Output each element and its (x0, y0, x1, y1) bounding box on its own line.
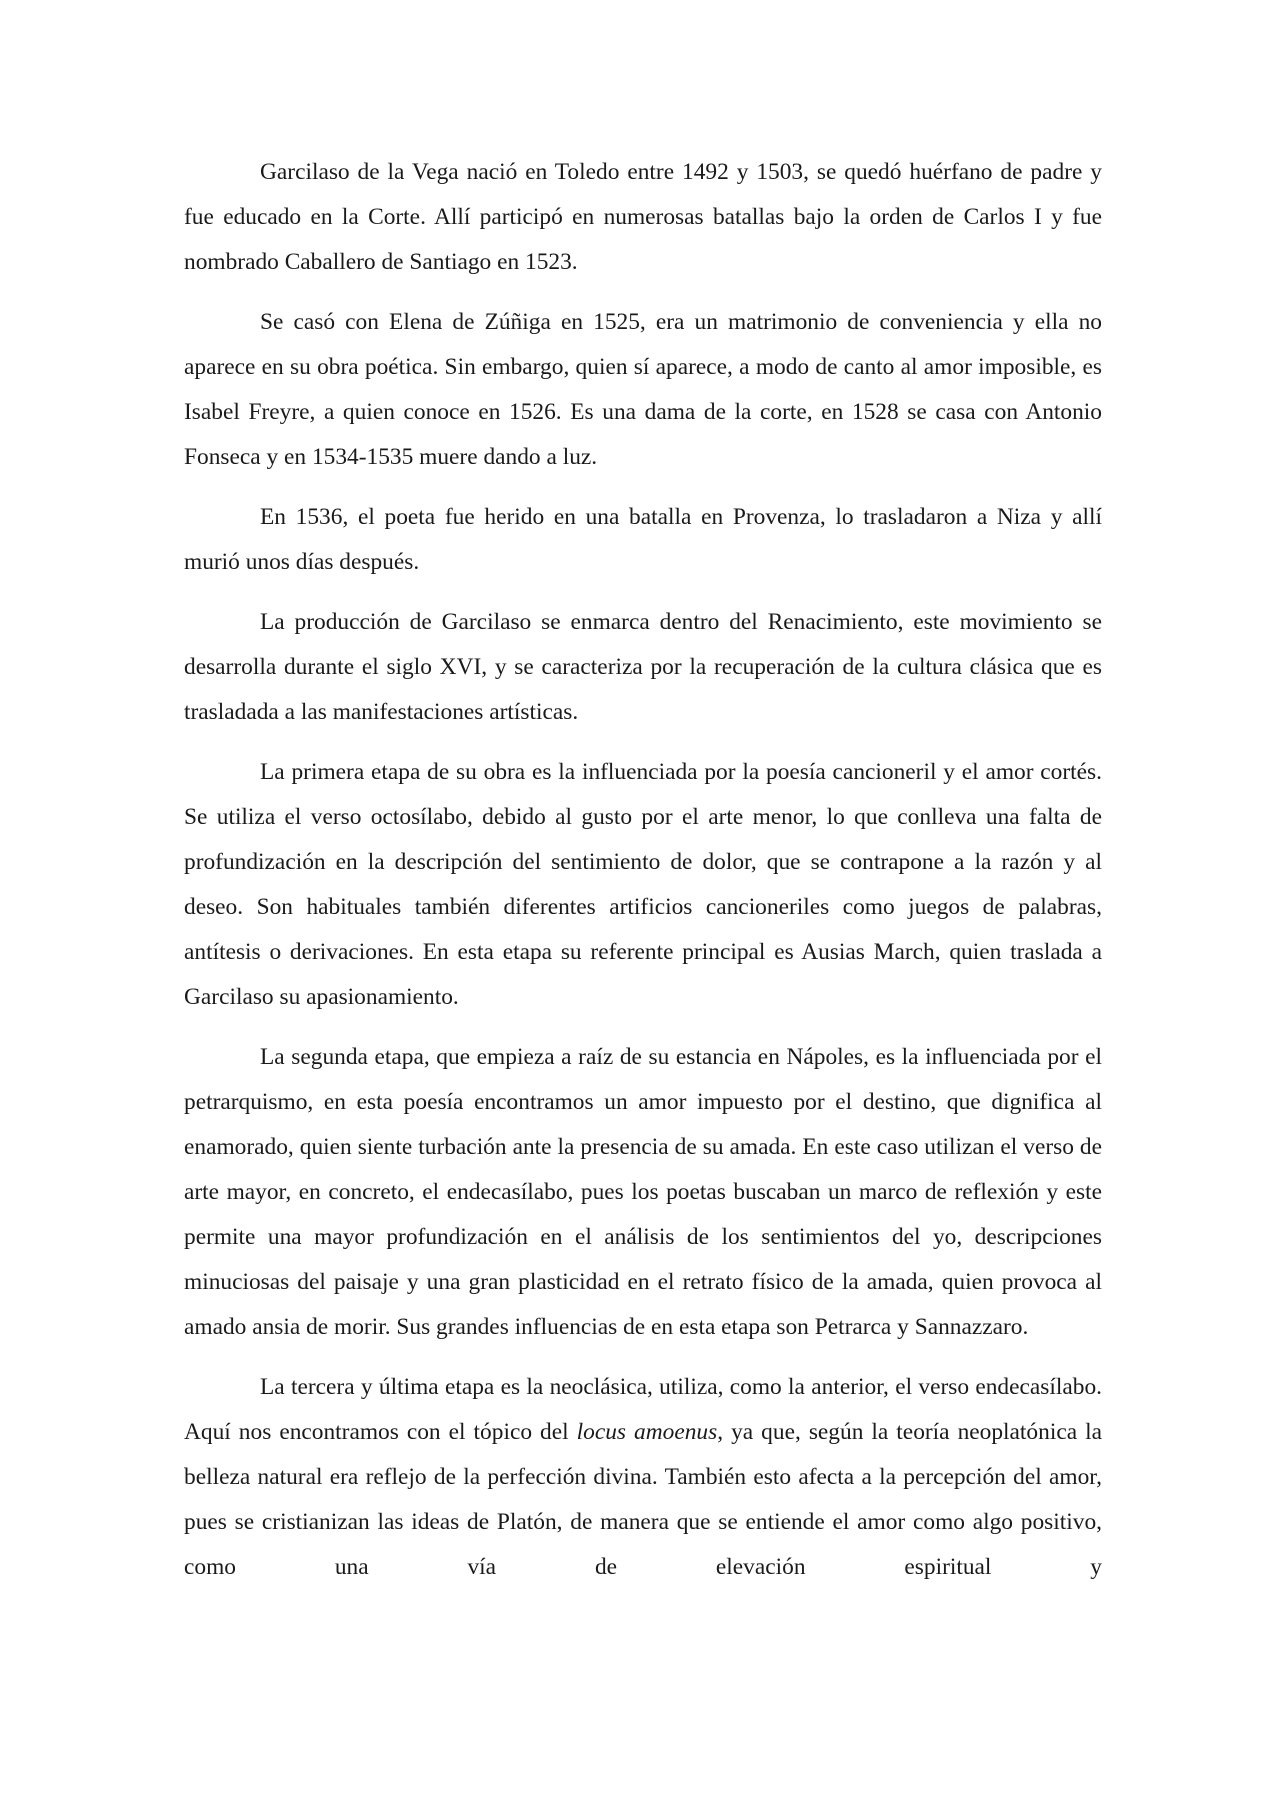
paragraph-renaissance-context: La producción de Garcilaso se enmarca dentro del Renacimiento, este movimiento se desarrolla durante el siglo XVI, y se caracteriza por la recuperación de la cultura clásica que es trasladada a las manifestaciones artísticas. (184, 609, 1102, 725)
third-stage-text-end: , ya que, según la teoría neoplatónica la belleza natural era reflejo de la perfección divina. También esto afecta a la percepción del amor, pues se cristianizan las ideas de Platón, de manera que se entiende el amor como algo positivo, como una vía de elevación espiritual y (184, 1419, 1102, 1580)
paragraph-biography-marriage: Se casó con Elena de Zúñiga en 1525, era un matrimonio de conveniencia y ella no aparece en su obra poética. Sin embargo, quien sí aparece, a modo de canto al amor imposible, es Isabel Freyre, a quien conoce en 1526. Es una dama de la corte, en 1528 se casa con Antonio Fonseca y en 1534-1535 muere dando a luz. (184, 309, 1102, 470)
paragraph-biography-birth: Garcilaso de la Vega nació en Toledo entre 1492 y 1503, se quedó huérfano de padre y fue educado en la Corte. Allí participó en numerosas batallas bajo la orden de Carlos I y fue nombrado Caballero de Santiago en 1523. (184, 159, 1102, 275)
paragraph-first-stage: La primera etapa de su obra es la influenciada por la poesía cancioneril y el amor cortés. Se utiliza el verso octosílabo, debido al gusto por el arte menor, lo que conlleva una falta de profundización en la descripción del sentimiento de dolor, que se contrapone a la razón y al deseo. Son habituales también diferentes artificios cancioneriles como juegos de palabras, antítesis o derivaciones. En esta etapa su referente principal es Ausias March, quien traslada a Garcilaso su apasionamiento. (184, 759, 1102, 1010)
document-body (184, 150, 1102, 1590)
paragraph-biography-death: En 1536, el poeta fue herido en una batalla en Provenza, lo trasladaron a Niza y allí murió unos días después. (184, 504, 1102, 575)
paragraph-third-stage (184, 1365, 1102, 1590)
locus-amoenus-term: locus amoenus (576, 1419, 718, 1445)
third-stage-text-start: La tercera y última etapa es la neoclásica, utiliza, como la anterior, el verso endecasílabo. Aquí nos encontramos con el tópico del (184, 1374, 1102, 1445)
paragraph-second-stage: La segunda etapa, que empieza a raíz de su estancia en Nápoles, es la influenciada por el petrarquismo, en esta poesía encontramos un amor impuesto por el destino, que dignifica al enamorado, quien siente turbación ante la presencia de su amada. En este caso utilizan el verso de arte mayor, en concreto, el endecasílabo, pues los poetas buscaban un marco de reflexión y este permite una mayor profundización en el análisis de los sentimientos del yo, descripciones minuciosas del paisaje y una gran plasticidad en el retrato físico de la amada, quien provoca al amado ansia de morir. Sus grandes influencias de en esta etapa son Petrarca y Sannazzaro. (184, 1044, 1102, 1340)
